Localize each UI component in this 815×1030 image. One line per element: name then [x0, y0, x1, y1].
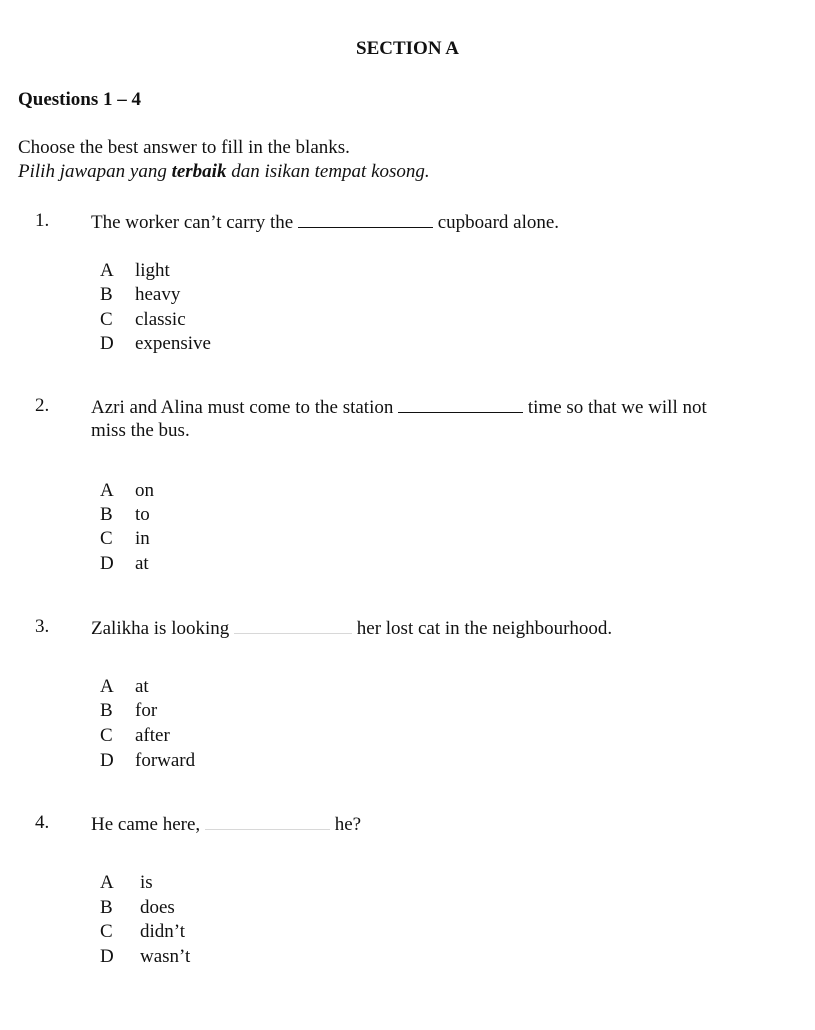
option-text: at: [135, 553, 149, 574]
question-number: 4.: [35, 812, 50, 833]
option-text: to: [135, 504, 150, 525]
section-title: SECTION A: [356, 38, 459, 59]
question-text-after: her lost cat in the neighbourhood.: [356, 618, 613, 639]
option-letter: A: [100, 260, 114, 281]
option-letter: D: [100, 750, 114, 771]
option-text: expensive: [135, 333, 211, 354]
questions-heading: Questions 1 – 4: [18, 89, 141, 110]
instruction-malay: [18, 160, 430, 184]
answer-blank: [298, 209, 433, 228]
option-letter: B: [100, 504, 113, 525]
answer-blank: [205, 811, 330, 830]
option-letter: A: [100, 676, 114, 697]
question-text: [91, 209, 559, 235]
option-text: heavy: [135, 284, 181, 305]
option-text: does: [140, 897, 175, 918]
question-text-before: He came here,: [91, 814, 201, 835]
question-number: 1.: [35, 210, 50, 231]
option-letter: C: [100, 309, 113, 330]
question-text: [91, 811, 361, 837]
instruction-malay-part2: dan isikan tempat kosong.: [226, 161, 430, 182]
option-text: light: [135, 260, 170, 281]
option-letter: B: [100, 700, 113, 721]
question-text-after: cupboard alone.: [437, 212, 560, 233]
option-text: didn’t: [140, 921, 186, 942]
question-continuation: miss the bus.: [91, 420, 190, 441]
instruction-malay-bold: terbaik: [171, 161, 227, 182]
question-text: [91, 615, 612, 641]
option-letter: D: [100, 333, 114, 354]
question-text-before: Zalikha is looking: [91, 618, 230, 639]
option-letter: C: [100, 921, 113, 942]
question-text-before: The worker can’t carry the: [91, 212, 294, 233]
option-letter: B: [100, 284, 113, 305]
option-text: in: [135, 528, 150, 549]
question-number: 3.: [35, 616, 50, 637]
question-text-before: Azri and Alina must come to the station: [91, 397, 394, 418]
option-text: after: [135, 725, 170, 746]
question-number: 2.: [35, 395, 50, 416]
question-text-after: time so that we will not: [527, 397, 707, 418]
option-text: at: [135, 676, 149, 697]
option-text: for: [135, 700, 158, 721]
option-text: classic: [135, 309, 186, 330]
option-text: is: [140, 872, 153, 893]
option-text: on: [135, 480, 154, 501]
option-letter: C: [100, 528, 113, 549]
option-letter: A: [100, 872, 114, 893]
option-letter: C: [100, 725, 113, 746]
option-letter: B: [100, 897, 113, 918]
question-text: [91, 394, 707, 420]
option-letter: A: [100, 480, 114, 501]
option-text: forward: [135, 750, 196, 771]
question-text-after: he?: [334, 814, 362, 835]
answer-blank: [398, 394, 523, 413]
option-text: wasn’t: [140, 946, 191, 967]
option-letter: D: [100, 553, 114, 574]
instruction-malay-part1: Pilih jawapan yang: [18, 161, 172, 182]
instruction-english: Choose the best answer to fill in the blanks.: [18, 137, 350, 158]
answer-blank: [234, 615, 352, 634]
option-letter: D: [100, 946, 114, 967]
